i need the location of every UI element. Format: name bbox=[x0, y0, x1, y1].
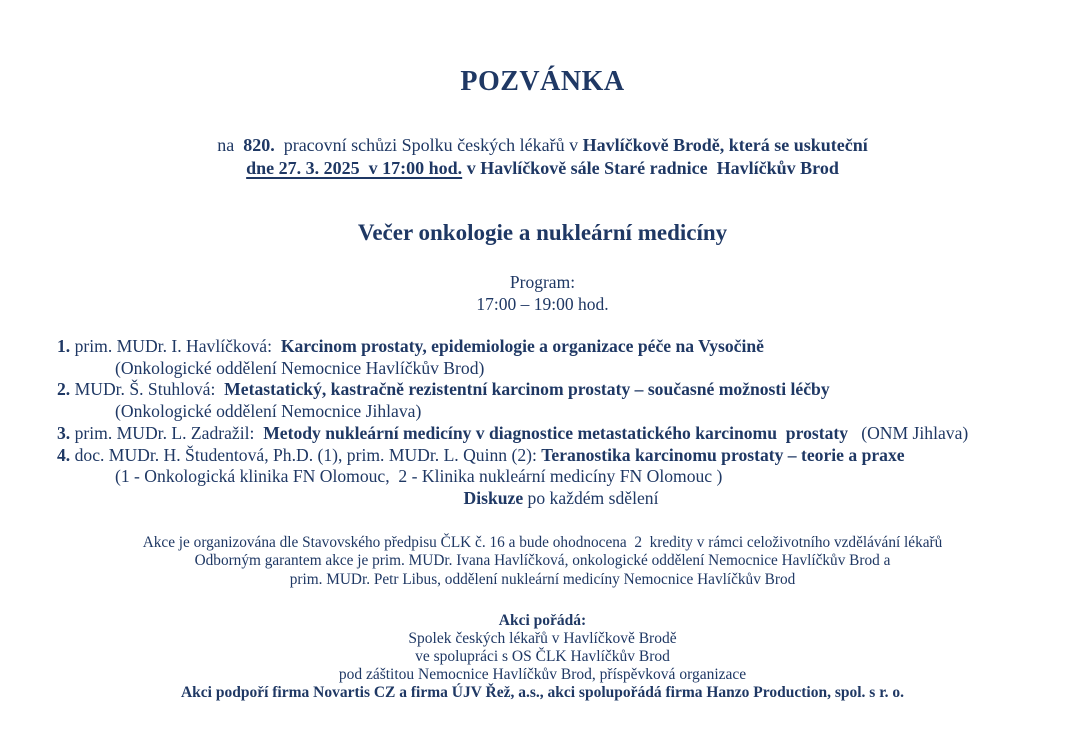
program-item-2-affiliation: (Onkologické oddělení Nemocnice Jihlava) bbox=[115, 401, 422, 422]
intro-line-2: dne 27. 3. 2025 v 17:00 hod. v Havlíčkově sále Staré radnice Havlíčkův Brod bbox=[246, 158, 839, 178]
program-item-4: 4. doc. MUDr. H. Študentová, Ph.D. (1), prim. MUDr. L. Quinn (2): Teranostika karcinomu prostaty – teorie a praxe bbox=[57, 444, 905, 465]
program-header bbox=[0, 271, 1085, 315]
event-heading: Večer onkologie a nukleární medicíny bbox=[357, 220, 728, 245]
intro-line-1: na 820. pracovní schůzi Spolku českých lékařů v Havlíčkově Brodě, která se uskuteční bbox=[217, 135, 868, 155]
intro-block bbox=[0, 134, 1085, 180]
program-item-3: 3. prim. MUDr. L. Zadražil: Metody nukleární medicíny v diagnostice metastatického karcinomu prostaty (ONM Jihlava) bbox=[57, 422, 969, 443]
credits-notes bbox=[0, 534, 1085, 590]
program-item-4-affiliation: (1 - Onkologická klinika FN Olomouc, 2 - Klinika nukleární medicíny FN Olomouc ) bbox=[115, 466, 723, 487]
discussion-note: Diskuze po každém sdělení bbox=[463, 487, 659, 508]
program-list bbox=[0, 336, 1085, 510]
guarantor-line-1: Odborným garantem akce je prim. MUDr. Ivana Havlíčková, onkologické oddělení Nemocnice Havlíčkův Brod a bbox=[194, 552, 891, 570]
organizer-line-3: pod záštitou Nemocnice Havlíčkův Brod, příspěvková organizace bbox=[338, 666, 747, 684]
program-hours: 17:00 – 19:00 hod. bbox=[476, 294, 609, 314]
program-item-2: 2. MUDr. Š. Stuhlová: Metastatický, kastračně rezistentní karcinom prostaty – současné možnosti léčby bbox=[57, 379, 830, 400]
credits-line: Akce je organizována dle Stavovského předpisu ČLK č. 16 a bude ohodnocena 2 kredity v rámci celoživotního vzdělávání lékařů bbox=[142, 533, 943, 551]
organizer-line-1: Spolek českých lékařů v Havlíčkově Brodě bbox=[408, 630, 677, 648]
organizer-block bbox=[0, 612, 1085, 702]
page-title: POZVÁNKA bbox=[460, 66, 625, 97]
sponsor-line: Akci podpoří firma Novartis CZ a firma ÚJV Řež, a.s., akci spolupořádá firma Hanzo Production, spol. s r. o. bbox=[180, 684, 905, 702]
program-label: Program: bbox=[509, 272, 576, 292]
organizer-line-2: ve spolupráci s OS ČLK Havlíčkův Brod bbox=[415, 648, 670, 666]
program-item-1: 1. prim. MUDr. I. Havlíčková: Karcinom prostaty, epidemiologie a organizace péče na Vysočině bbox=[57, 336, 764, 356]
guarantor-line-2: prim. MUDr. Petr Libus, oddělení nukleární medicíny Nemocnice Havlíčkův Brod bbox=[289, 570, 796, 588]
organizer-label: Akci pořádá: bbox=[498, 612, 587, 630]
program-item-1-affiliation: (Onkologické oddělení Nemocnice Havlíčkův Brod) bbox=[115, 357, 485, 378]
